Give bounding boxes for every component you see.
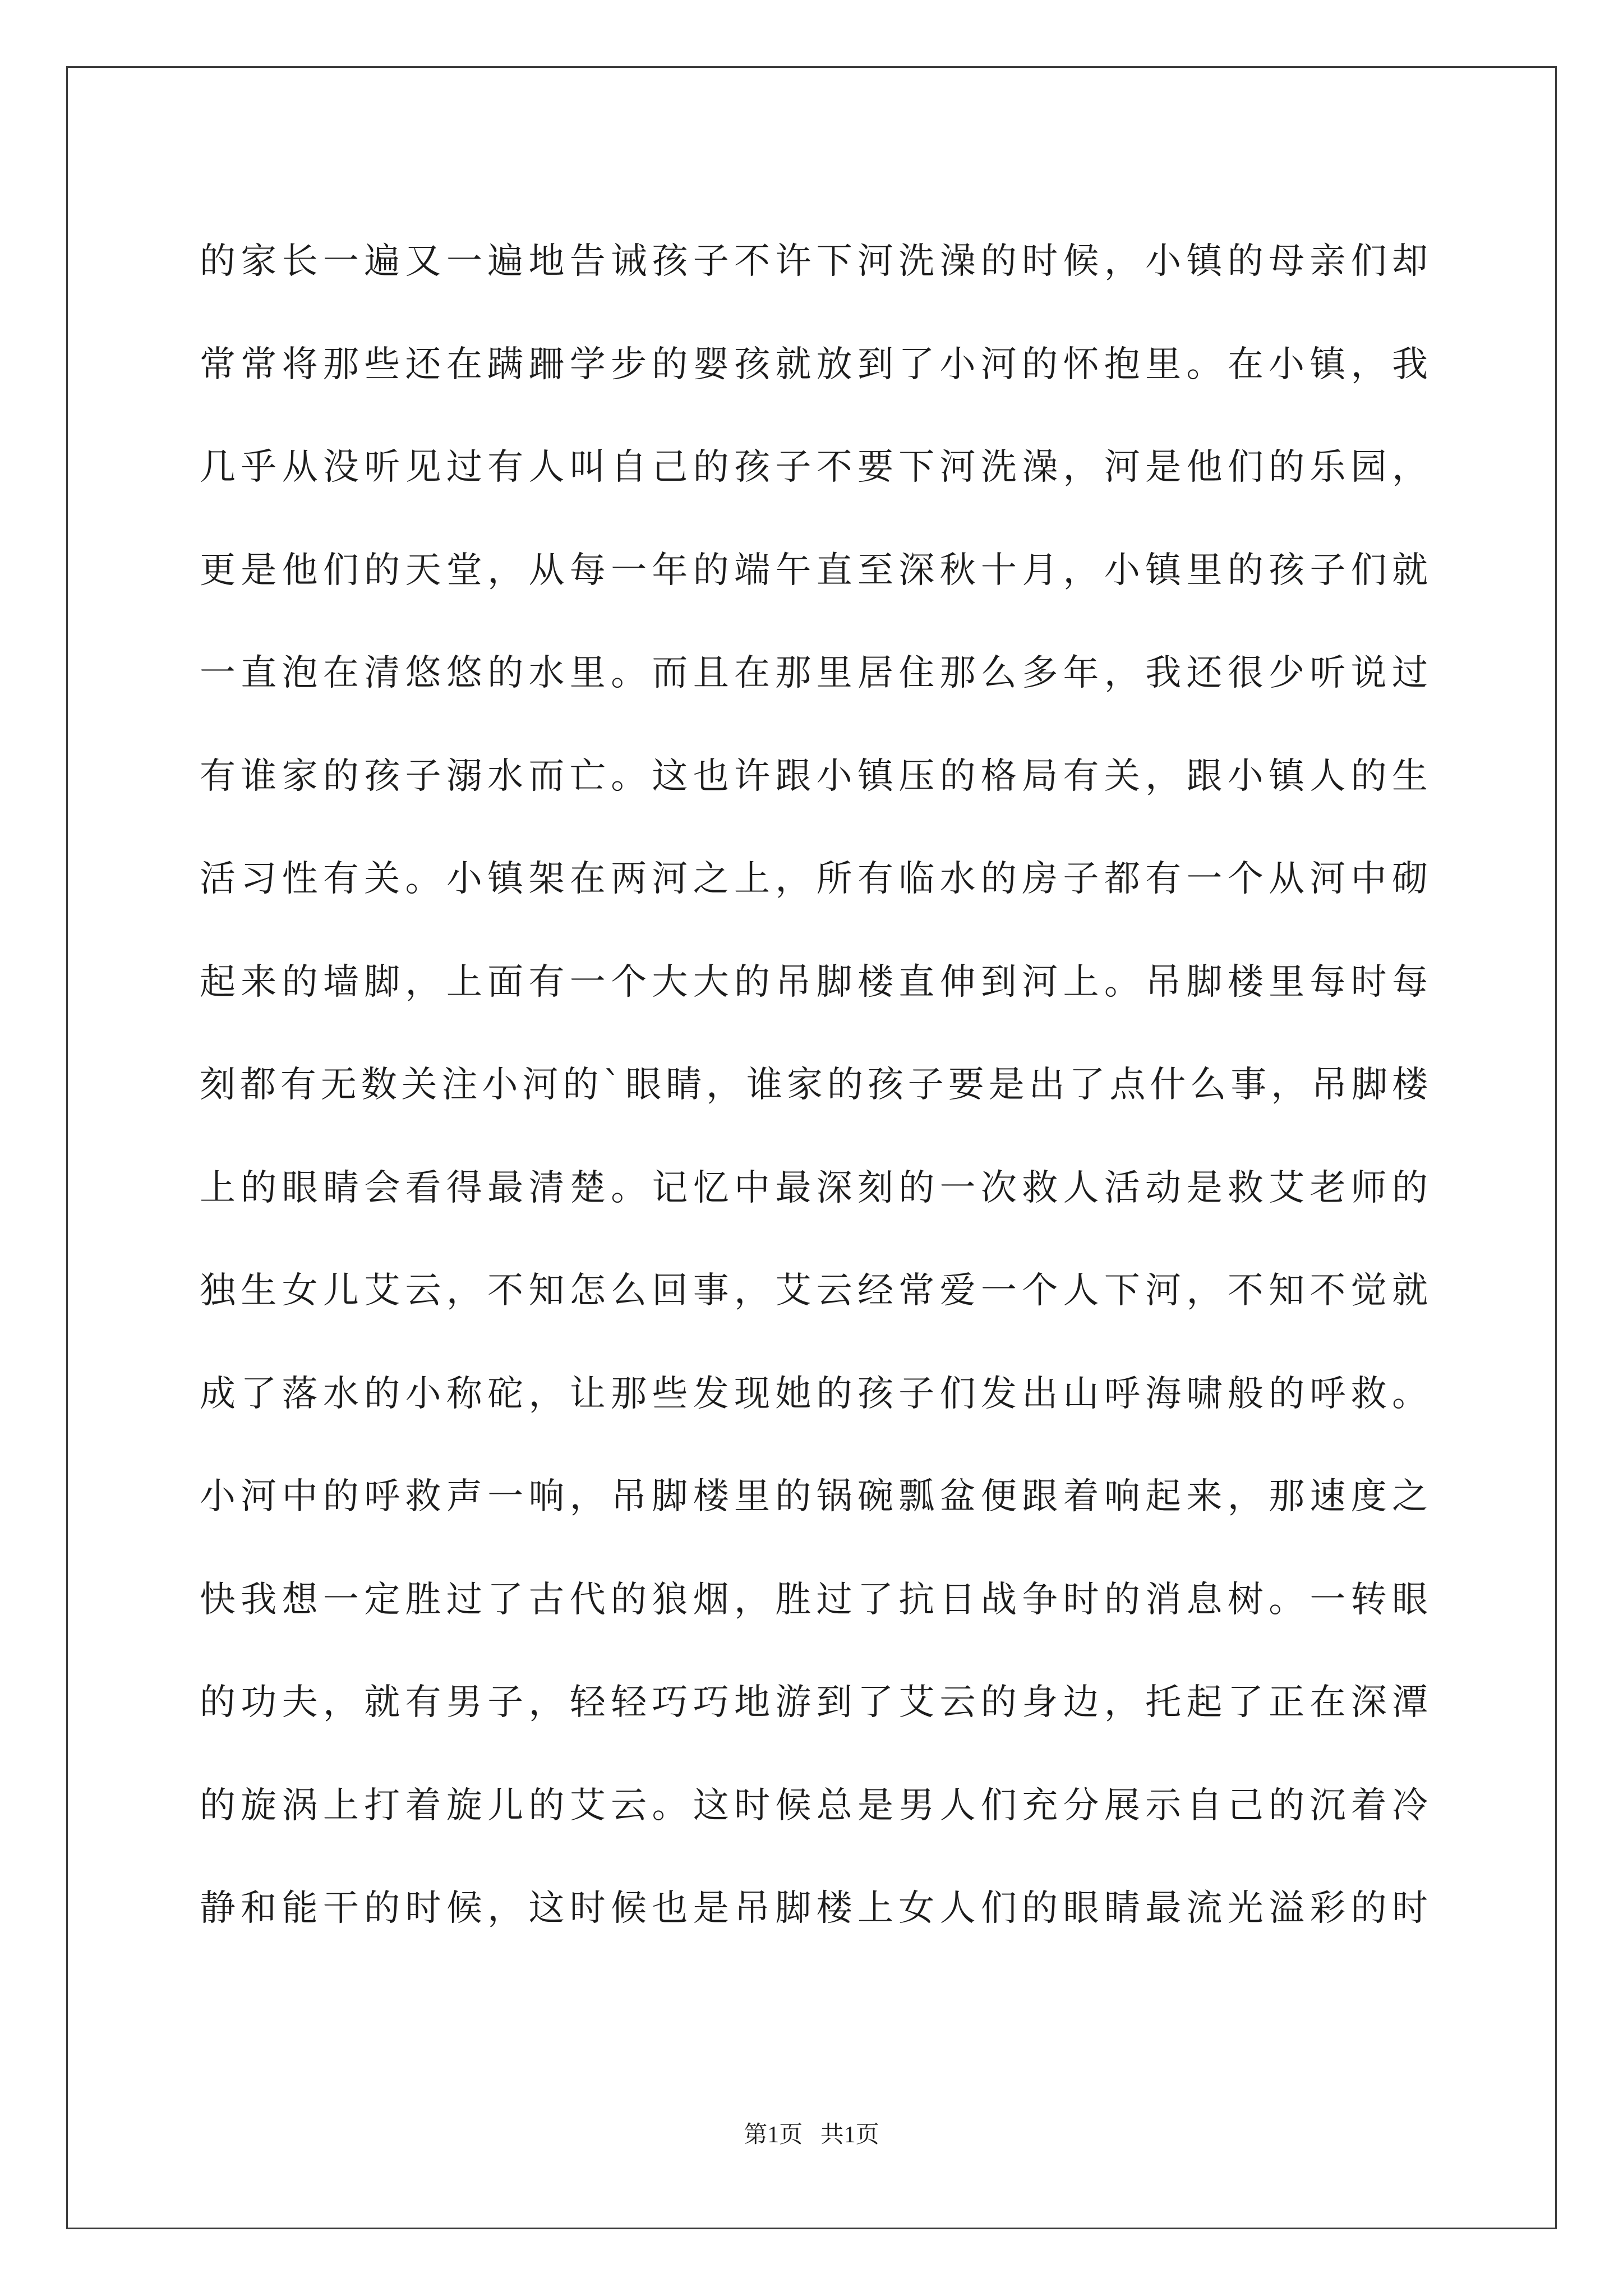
text-line: 上的眼睛会看得最清楚。记忆中最深刻的一次救人活动是救艾老师的 xyxy=(200,1167,1428,1209)
text-line: 常常将那些还在蹒跚学步的婴孩就放到了小河的怀抱里。在小镇，我 xyxy=(200,343,1428,385)
text-line: 更是他们的天堂，从每一年的端午直至深秋十月，小镇里的孩子们就 xyxy=(200,549,1428,591)
text-line: 几乎从没听见过有人叫自己的孩子不要下河洗澡，河是他们的乐园， xyxy=(200,447,1428,488)
text-line: 的功夫，就有男子，轻轻巧巧地游到了艾云的身边，托起了正在深潭 xyxy=(200,1682,1428,1723)
text-line: 刻都有无数关注小河的`眼睛，谁家的孩子要是出了点什么事，吊脚楼 xyxy=(200,1064,1428,1106)
text-line: 起来的墙脚，上面有一个大大的吊脚楼直伸到河上。吊脚楼里每时每 xyxy=(200,961,1428,1003)
text-line: 静和能干的时候，这时候也是吊脚楼上女人们的眼睛最流光溢彩的时 xyxy=(200,1888,1428,1929)
text-line: 快我想一定胜过了古代的狼烟，胜过了抗日战争时的消息树。一转眼 xyxy=(200,1579,1428,1621)
text-line: 小河中的呼救声一响，吊脚楼里的锅碗瓢盆便跟着响起来，那速度之 xyxy=(200,1476,1428,1517)
page-number-footer: 第1页 共1页 xyxy=(744,2122,879,2148)
text-line: 有谁家的孩子溺水而亡。这也许跟小镇压的格局有关，跟小镇人的生 xyxy=(200,755,1428,797)
text-line: 的家长一遍又一遍地告诫孩子不许下河洗澡的时候，小镇的母亲们却 xyxy=(200,241,1428,282)
text-line: 的旋涡上打着旋儿的艾云。这时候总是男人们充分展示自己的沉着冷 xyxy=(200,1784,1428,1826)
text-line: 活习性有关。小镇架在两河之上，所有临水的房子都有一个从河中砌 xyxy=(200,858,1428,900)
document-body xyxy=(200,210,1428,1961)
text-line: 一直泡在清悠悠的水里。而且在那里居住那么多年，我还很少听说过 xyxy=(200,652,1428,694)
text-line: 成了落水的小称砣，让那些发现她的孩子们发出山呼海啸般的呼救。 xyxy=(200,1373,1428,1415)
text-line: 独生女儿艾云，不知怎么回事，艾云经常爱一个人下河，不知不觉就 xyxy=(200,1270,1428,1312)
